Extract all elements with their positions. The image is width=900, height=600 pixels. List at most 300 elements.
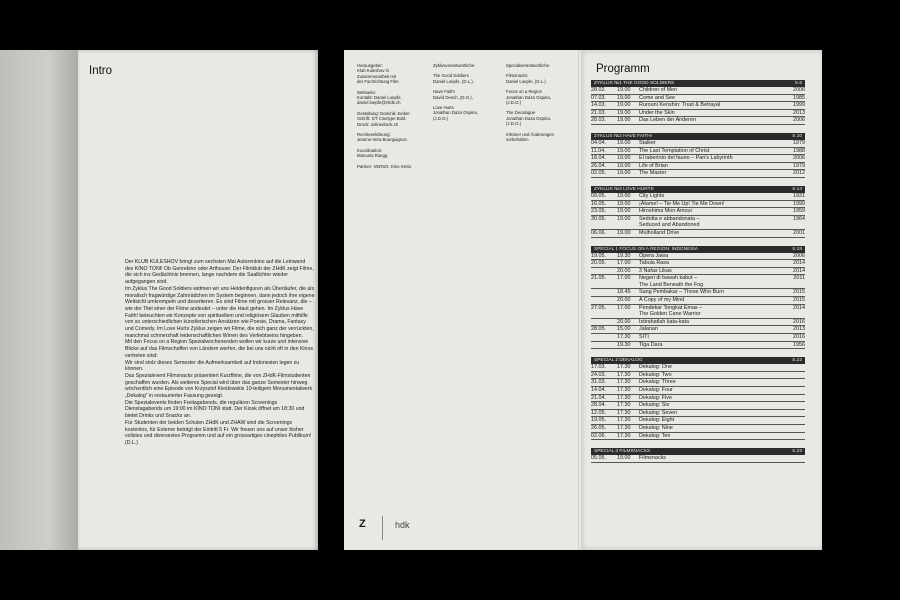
- credits-line: The Good Soldiers: [433, 73, 469, 79]
- section-title: ZYKLUS №1 THE GOOD SOLDIERS: [594, 81, 675, 86]
- film-title: [639, 230, 785, 237]
- film-year: [785, 395, 805, 402]
- screening-date: 23.05.: [591, 208, 606, 215]
- film-title: [639, 208, 785, 215]
- film-title: [639, 140, 785, 147]
- section-page-ref: S.18: [792, 246, 802, 252]
- screening-row: [591, 387, 805, 395]
- screening-time: 19.00: [617, 147, 631, 154]
- film-title: [639, 372, 785, 379]
- credits-line: Klub Kuleshov in: [357, 68, 390, 74]
- section-title: SPECIAL 1 FOCUS ON A REGION: INDONESIA: [594, 246, 699, 252]
- programm-section: [591, 133, 805, 178]
- film-year: 2006: [793, 252, 805, 259]
- intro-page: [78, 50, 318, 550]
- credits-line: Manuela Rüegg: [357, 153, 388, 159]
- film-title: [639, 433, 785, 440]
- film-year: 2012: [793, 170, 805, 177]
- section-header: [591, 186, 805, 193]
- screening-row: [591, 170, 805, 178]
- credits-line: Zusammenarbeit mit: [357, 73, 397, 79]
- film-year: [785, 387, 805, 394]
- credits-line: Partner: VERSO, Kino Xenix: [357, 163, 412, 169]
- credits-line: Webseite:: [357, 89, 377, 95]
- screening-time: 19.00: [617, 109, 631, 116]
- credits-line: Irrtümer und Änderungen: [506, 131, 555, 137]
- screening-time: 20.00: [617, 297, 631, 304]
- screening-time: 17.30: [617, 409, 631, 416]
- film-year: 2011: [793, 275, 805, 282]
- film-title-line: Dekalog: Ten: [639, 432, 671, 439]
- film-title-line: Come and See: [639, 94, 675, 101]
- film-year: 2013: [793, 109, 805, 116]
- film-title-line: Life of Brian: [639, 162, 668, 169]
- screening-row: [591, 95, 805, 103]
- screening-time: 17.30: [617, 394, 631, 401]
- film-title-line: Tabula Rasa: [639, 260, 669, 267]
- screening-time: 17.30: [617, 432, 631, 439]
- section-header: [591, 133, 805, 140]
- previous-page-edge: [0, 50, 80, 550]
- section-page-ref: S.10: [792, 133, 802, 139]
- screening-time: 20.00: [617, 267, 631, 274]
- film-title: [639, 216, 785, 229]
- screening-row: [591, 148, 805, 156]
- credits-line: Koordination:: [357, 147, 383, 153]
- screening-row: [591, 163, 805, 171]
- screening-date: 27.05.: [591, 304, 606, 311]
- screening-row: [591, 372, 805, 380]
- screening-row: [591, 155, 805, 163]
- film-year: 1985: [793, 94, 805, 101]
- credits-block: [433, 89, 478, 100]
- zhdk-logo-z: Z: [359, 518, 366, 530]
- film-title: [639, 289, 785, 296]
- credits-line: Daniel Loepfe, (D.L.): [506, 78, 546, 84]
- section-page-ref: S.14: [792, 186, 802, 192]
- film-title: [639, 364, 785, 371]
- credits-column-specials: [506, 63, 554, 147]
- screening-date: 21.05.: [591, 275, 606, 282]
- film-title-line: Dekalog: Eight: [639, 417, 675, 424]
- film-title: [639, 193, 785, 200]
- film-year: 2015: [793, 297, 805, 304]
- film-year: 2001: [793, 229, 805, 236]
- film-year: 1931: [793, 192, 805, 199]
- screening-time: 19.30: [617, 252, 631, 259]
- film-title-line: Dekalog: Five: [639, 394, 672, 401]
- film-title: [639, 342, 785, 349]
- credits-line: Rechteeeklärung:: [357, 132, 391, 138]
- screening-date: 12.05.: [591, 409, 606, 416]
- section-title: SPECIAL 3 FILMSNACKS: [594, 449, 651, 455]
- credits-block: [506, 73, 554, 84]
- section-title: ZYKLUS №2 HAVE FAITH!: [594, 133, 653, 139]
- screening-time: 17.30: [617, 379, 631, 386]
- screening-row: [591, 201, 805, 209]
- credits-block: [357, 63, 411, 85]
- screening-time: 19.00: [617, 87, 631, 93]
- film-title-line: ¡Átame! – Tie Me Up! Tie Me Down!: [639, 200, 725, 207]
- film-title: [639, 275, 785, 288]
- credits-block: [506, 63, 554, 68]
- screening-date: 14.03.: [591, 102, 606, 109]
- screening-row: [591, 102, 805, 110]
- intro-paragraph: Die Spezialevents finden Freitagabends, die regulären Screenings Dienstagabends um 19:00 im KINO TONI statt. Der Kiosk öffnet um 18:30 und bietet Drinks und Snacks an.: [125, 399, 305, 420]
- screening-row: [591, 433, 805, 441]
- intro-paragraph: Das Spezialevent Filmsnacks präsentiert Kurzfilme, die von ZHdK-Filmstudenten geschaffen wurden. Als weiteres Special wird über das ganze Semester hinweg wöchentlich eine Episode von Krzysztof Kieślowskis 10-teiligem Monumentalwerk „Dekalog“ in restaurierter Fassung gezeigt.: [125, 372, 313, 400]
- screening-date: 04.04.: [591, 139, 606, 146]
- screening-time: 17.00: [617, 260, 631, 267]
- film-title: [639, 387, 785, 394]
- screening-time: 17.30: [617, 402, 631, 409]
- screening-row: [591, 395, 805, 403]
- credits-block: [357, 164, 411, 169]
- film-title-line: Under the Skin: [639, 109, 675, 116]
- film-title-line: A Copy of my Mind: [639, 297, 685, 304]
- credits-line: Jeanne-Vera Bourguignon: [357, 137, 407, 143]
- film-year: [785, 379, 805, 386]
- film-title-line: Tiga Dara: [639, 341, 663, 348]
- screening-date: 09.05.: [591, 192, 606, 199]
- screening-time: 19.00: [617, 117, 631, 124]
- film-title: [639, 297, 785, 304]
- film-year: 1979: [793, 162, 805, 169]
- screening-date: 19.05.: [591, 417, 606, 424]
- screening-row: [591, 410, 805, 418]
- film-year: 2016: [793, 318, 805, 325]
- section-header: [591, 448, 805, 455]
- screening-date: 24.03.: [591, 371, 606, 378]
- film-year: 1959: [793, 208, 805, 215]
- credits-line: daniel.loepfe@zhdk.ch: [357, 100, 401, 106]
- screening-date: [591, 297, 617, 304]
- screening-date: 06.06.: [591, 229, 606, 236]
- screening-row: [591, 364, 805, 372]
- film-title-line: Pendekar Tongkat Emas –: [639, 304, 703, 311]
- credits-block: [357, 148, 411, 159]
- programm-title: Programm: [596, 63, 650, 75]
- film-title: [639, 319, 785, 326]
- screening-row: [591, 87, 805, 95]
- programm-section: [591, 186, 805, 238]
- film-title-line: Dekalog: One: [639, 364, 672, 371]
- intro-paragraph: Im Zyklus The Good Soldiers widmen wir uns Heldenfiguren als Überläufer, die als moralisch fragwürdige Zahnrädchen im System beginnen, dann jedoch ihre eigene Weltsicht umkrempeln und desertieren. Es sind Filme mit grosser Relevanz, die – wie der Titel einer der Filme andeutet – unter die Haut gehen. Im Zyklus Have Faith! beleuchten wir Konzepte von spirituellem und religiösem Glauben mithilfe von so unterschiedlichen künstlerischen Ansätzen wie Poesie, Drama, Fantasy und Comedy. Im Love Hurts Zyklus zeigen wir Filme, die sich ganz der verrückten, manchmal schmerzhaft leidenschaftlichen Wirren des Verliebtseins hingeben.: [125, 285, 315, 339]
- credits-line: (J.D.O.): [433, 115, 449, 121]
- screening-row: [591, 193, 805, 201]
- screening-time: 19.00: [617, 192, 631, 199]
- credits-page: [344, 50, 580, 550]
- film-title-line: Mulholland Drive: [639, 229, 680, 236]
- screening-date: 28.03.: [591, 117, 606, 124]
- film-title-line: SITI: [639, 334, 649, 341]
- film-title-line: Dekalog: Two: [639, 371, 672, 378]
- screening-row: [591, 379, 805, 387]
- film-year: [785, 364, 805, 371]
- screening-row: [591, 305, 805, 319]
- credits-line: vorbehalten: [506, 137, 529, 143]
- screening-row: [591, 117, 805, 125]
- film-year: 1964: [793, 215, 805, 222]
- film-year: [785, 433, 805, 440]
- screening-time: 17.30: [617, 371, 631, 378]
- screening-date: 05.05.: [591, 455, 606, 462]
- credits-block: [357, 90, 411, 106]
- film-year: 2014: [793, 260, 805, 267]
- programm-section: [591, 80, 805, 125]
- screening-date: 14.04.: [591, 387, 606, 393]
- film-year: 2016: [793, 334, 805, 341]
- screening-row: [591, 455, 805, 463]
- section-header: [591, 80, 805, 87]
- credits-line: Jonathan Daza Ospina,: [506, 94, 551, 100]
- screening-date: 17.03.: [591, 364, 606, 371]
- film-title-line: City Lights: [639, 192, 665, 199]
- film-title-line: Sedotta e abbandonata –: [639, 215, 700, 222]
- credits-line: Jonathan Daza Ospina,: [506, 115, 551, 121]
- film-year: [785, 425, 805, 432]
- film-title-line: Rurouni Kenshin: Trust & Betrayal: [639, 102, 721, 109]
- screening-time: 17.30: [617, 334, 631, 341]
- screening-row: [591, 326, 805, 334]
- screening-date: 30.05.: [591, 215, 606, 222]
- film-title: [639, 334, 785, 341]
- credits-line: (J.D.O.): [506, 121, 522, 127]
- film-title-line: 3 Nafas Likas: [639, 267, 672, 274]
- logo-divider: [382, 516, 383, 540]
- section-page-ref: S.22: [792, 358, 802, 364]
- credits-line: Filmsnacks: [506, 73, 528, 79]
- screening-date: [591, 268, 617, 275]
- screening-date: 26.05.: [591, 424, 606, 431]
- screening-row: [591, 425, 805, 433]
- screening-row: [591, 208, 805, 216]
- screening-date: 20.05.: [591, 260, 606, 267]
- section-title: ZYKLUS №3 LOVE HURTS: [594, 186, 654, 192]
- film-year: 2006: [793, 155, 805, 162]
- film-title-line: Opera Jawa: [639, 252, 669, 259]
- screening-date: [591, 319, 617, 326]
- credits-line: Gestaltung: Dominik Junker: [357, 110, 410, 116]
- film-title: [639, 326, 785, 333]
- credits-column-cycles: [433, 63, 478, 126]
- credits-line: Schrift: GT Cinetype Bold: [357, 116, 406, 122]
- screening-row: [591, 275, 805, 289]
- screening-date: 07.03.: [591, 94, 606, 101]
- programm-page: [580, 50, 822, 550]
- screening-time: 19.00: [617, 102, 631, 109]
- screening-row: [591, 253, 805, 261]
- film-title: [639, 268, 785, 275]
- screening-date: 26.04.: [591, 162, 606, 169]
- film-year: 2006: [793, 87, 805, 93]
- screening-row: [591, 297, 805, 305]
- film-title-line: El laberinto del fauno – Pan's Labyrinth: [639, 155, 733, 162]
- screening-date: 28.02.: [591, 87, 606, 93]
- film-title: [639, 102, 785, 109]
- film-title-line: Negeri di bawah kabut –: [639, 275, 698, 282]
- screening-date: 28.05.: [591, 326, 606, 333]
- film-year: 1988: [793, 147, 805, 154]
- screening-time: 15.00: [617, 326, 631, 333]
- film-title: [639, 117, 785, 124]
- zhdk-logo-hdk: hdk: [395, 520, 410, 530]
- film-title-line: Filmsnacks: [639, 455, 666, 462]
- film-title: [639, 95, 785, 102]
- screening-time: 19.00: [617, 215, 631, 222]
- screening-row: [591, 140, 805, 148]
- film-title: [639, 305, 785, 318]
- film-title-line: Sang Pembakar – Those Who Burn: [639, 289, 724, 296]
- screening-row: [591, 334, 805, 342]
- film-title-line: Dekalog: Six: [639, 402, 670, 409]
- screening-date: [591, 289, 617, 296]
- screening-row: [591, 319, 805, 327]
- credits-column-publisher: [357, 63, 411, 174]
- section-header: [591, 357, 805, 364]
- screening-time: 19.00: [617, 162, 631, 169]
- credits-line: Have Faith!: [433, 89, 455, 95]
- credits-line: der Fachrichtung Film: [357, 79, 399, 85]
- screening-row: [591, 110, 805, 118]
- film-title: [639, 201, 785, 208]
- film-year: 2006: [793, 117, 805, 124]
- screening-time: 17.30: [617, 417, 631, 424]
- film-title: [639, 402, 785, 409]
- film-title: [639, 395, 785, 402]
- film-year: 2014: [793, 304, 805, 311]
- programm-sections: [591, 80, 805, 471]
- screening-date: 18.04.: [591, 155, 606, 162]
- screening-date: 28.04.: [591, 402, 606, 409]
- film-year: 1979: [793, 139, 805, 146]
- film-title-line: Dekalog: Seven: [639, 409, 678, 416]
- film-title-line: Das Leben der Anderen: [639, 117, 696, 124]
- film-title-line: Dekalog: Nine: [639, 424, 673, 431]
- screening-row: [591, 260, 805, 268]
- screening-time: 19.00: [617, 94, 631, 101]
- film-title: [639, 455, 785, 462]
- credits-line: The Decalogue: [506, 110, 536, 116]
- film-title: [639, 379, 785, 386]
- screening-time: 17.00: [617, 275, 631, 282]
- intro-paragraph: Für Studenten der beiden Schulen ZHdK und ZHAW sind die Screenings kostenlos, für Externe beträgt der Eintritt 5 Fr. Wir freuen uns auf unser bisher vollstes und diversestes Programm und auf ein grossartiges cinephiles Publikum! (D.L.): [125, 419, 312, 446]
- film-year: 2014: [793, 267, 805, 274]
- intro-paragraph: Der KLUB KULESHOV bringt zum sechsten Mal Autorenkino auf die Leinwand des KINO TONI! Ob Genrekino oder Arthouse: Der Filmklub der ZHdK zeigt Filme, die sich ins Gedächtnis brennen, lange nachdem die Saallichter wieder aufgegangen sind.: [125, 259, 314, 286]
- credits-line: Druck: onlinedruck.ch: [357, 121, 399, 127]
- film-year: 1956: [793, 341, 805, 348]
- intro-paragraph: Mit den Focus on a Region Spezialwochenenden wollen wir kurze und intensive Blicke auf das Filmschaffen von Ländern werfen, die bei uns nicht oft in den Kinos vertreten sind:: [125, 339, 313, 359]
- film-title-line: The Last Temptation of Christ: [639, 147, 710, 154]
- film-title: [639, 110, 785, 117]
- film-title: [639, 155, 785, 162]
- screening-time: 19.00: [617, 200, 631, 207]
- intro-paragraph: Wir sind stolz dieses Semester die Aufmerksamkeit auf Indonesien legen zu können.: [125, 359, 300, 373]
- film-year: 1990: [793, 200, 805, 207]
- film-title-line: The Land Beneath the Fog: [639, 281, 704, 288]
- credits-line: David Oesch, (D.O.),: [433, 94, 473, 100]
- screening-time: 18.45: [617, 289, 631, 296]
- credits-block: [433, 73, 478, 84]
- film-title-line: Jalanan: [639, 326, 658, 333]
- film-year: [785, 455, 805, 462]
- credits-block: [506, 89, 554, 105]
- intro-body: [125, 259, 315, 447]
- film-title: [639, 417, 785, 424]
- screening-time: 20.00: [617, 318, 631, 325]
- credits-block: [433, 63, 478, 68]
- film-title-line: Istirahatlah kata-kata: [639, 318, 690, 325]
- credits-line: Zyklusverantwortliche:: [433, 63, 476, 68]
- credits-block: [433, 105, 478, 121]
- screening-row: [591, 268, 805, 276]
- film-title: [639, 260, 785, 267]
- screening-date: 02.06.: [591, 432, 606, 439]
- screening-date: 21.04.: [591, 394, 606, 401]
- spine-fold: [578, 50, 582, 550]
- screening-time: 19.00: [617, 455, 631, 462]
- section-header: [591, 246, 805, 253]
- programm-section: [591, 246, 805, 350]
- film-title-line: Dekalog: Three: [639, 379, 676, 386]
- film-title-line: Seduced and Abandoned: [639, 222, 700, 229]
- screening-date: 19.05.: [591, 252, 606, 259]
- screening-date: [591, 342, 617, 349]
- screening-time: 17.30: [617, 387, 631, 393]
- section-page-ref: S.23: [792, 449, 802, 455]
- film-year: [785, 410, 805, 417]
- section-title: SPECIAL 2 DEKALOG: [594, 358, 643, 364]
- screening-time: 19.00: [617, 208, 631, 215]
- film-year: 2013: [793, 326, 805, 333]
- screening-row: [591, 230, 805, 238]
- screening-time: 19.00: [617, 155, 631, 162]
- film-title: [639, 170, 785, 177]
- screening-row: [591, 342, 805, 350]
- film-year: [785, 372, 805, 379]
- screening-date: 16.05.: [591, 200, 606, 207]
- credits-line: Kontakt: Daniel Loepfe,: [357, 95, 402, 101]
- screening-row: [591, 289, 805, 297]
- credits-block: [506, 132, 554, 143]
- film-title: [639, 410, 785, 417]
- screening-date: 02.05.: [591, 170, 606, 177]
- film-year: [785, 417, 805, 424]
- film-title: [639, 253, 785, 260]
- credits-block: [506, 110, 554, 126]
- programm-section: [591, 357, 805, 440]
- screening-time: 17.00: [617, 304, 631, 311]
- film-title: [639, 425, 785, 432]
- film-year: 2015: [793, 289, 805, 296]
- credits-line: (J.D.O.): [506, 100, 522, 106]
- film-title-line: Stalker: [639, 139, 656, 146]
- intro-title: Intro: [89, 65, 113, 77]
- screening-row: [591, 417, 805, 425]
- screening-time: 19.00: [617, 139, 631, 146]
- film-title-line: The Golden Cane Warrior: [639, 311, 701, 318]
- film-title: [639, 148, 785, 155]
- film-title-line: Hiroshima Mon Amour: [639, 208, 693, 215]
- screening-date: [591, 334, 617, 341]
- screening-date: 21.03.: [591, 109, 606, 116]
- screening-row: [591, 402, 805, 410]
- film-title-line: Children of Men: [639, 87, 678, 93]
- credits-block: [357, 111, 411, 127]
- screening-time: 17.30: [617, 424, 631, 431]
- screening-time: 19.00: [617, 229, 631, 236]
- film-title-line: Dekalog: Four: [639, 387, 673, 393]
